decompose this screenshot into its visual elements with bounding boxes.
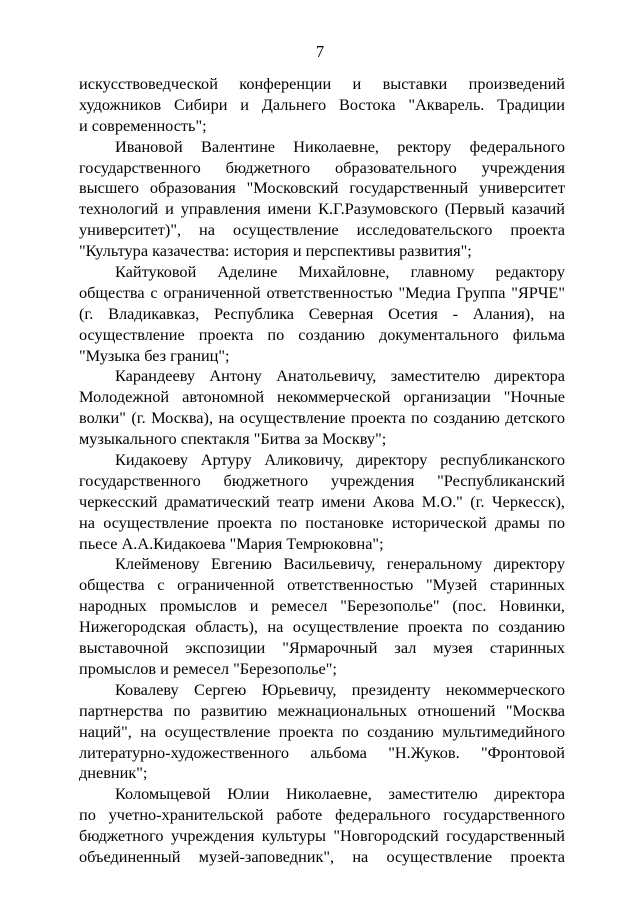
text-line: Ивановой Валентине Николаевне, ректору федерального [115,136,565,156]
document-body [79,74,565,868]
text-line: пьесе А.А.Кидакоева "Мария Темрюковна"; [79,533,384,553]
text-line: и современность"; [79,115,207,135]
text-line: Нижегородская область), на осуществление проекта по созданию [79,617,565,637]
text-line: государственного бюджетного образовательного учреждения [79,157,565,177]
text-line: черкесский драматический театр имени Акова М.О." (г. Черкесск), [79,491,565,511]
text-line: Ковалеву Сергею Юрьевичу, президенту некоммерческого [115,679,565,699]
text-line: Коломыцевой Юлии Николаевне, заместителю директора [115,784,565,804]
text-line: объединенный музей-заповедник", на осуществление проекта [79,846,565,866]
text-line: Молодежной автономной некоммерческой организации "Ночные [79,387,565,407]
paragraph [79,784,565,868]
paragraph [79,262,565,366]
text-line: технологий и управления имени К.Г.Разумовского (Первый казачий [79,199,565,219]
page-number: 7 [315,42,325,61]
paragraph [79,137,565,262]
text-line: на осуществление проекта по постановке исторической драмы по [79,512,565,532]
text-line: высшего образования "Московский государственный университет [79,178,565,198]
text-line: Кайтуковой Аделине Михайловне, главному редактору [115,262,565,282]
text-line: Клейменову Евгению Васильевичу, генеральному директору [115,554,565,574]
text-line: промыслов и ремесел "Березополье"; [79,658,337,678]
paragraph [79,366,565,450]
text-line: дневник"; [79,763,148,783]
text-line: университет)", на осуществление исследовательского проекта [79,220,565,240]
text-line: государственного бюджетного учреждения "Республиканский [79,470,565,490]
text-line: Кидакоеву Артуру Аликовичу, директору республиканского [115,450,565,470]
text-line: бюджетного учреждения культуры "Новгородский государственный [79,826,565,846]
text-line: художников Сибири и Дальнего Востока "Акварель. Традиции [79,94,565,114]
text-line: волки" (г. Москва), на осуществление проекта по созданию детского [79,408,565,428]
text-line: по учетно-хранительской работе федерального государственного [79,805,565,825]
text-line: искусствоведческой конференции и выставки произведений [79,74,565,93]
text-line: осуществление проекта по созданию документального фильма [79,324,565,344]
paragraph [79,554,565,679]
text-line: наций", на осуществление проекта по созданию мультимедийного [79,721,565,741]
text-line: выставочной экспозиции "Ярмарочный зал музея старинных [79,638,565,658]
text-line: "Культура казачества: история и перспективы развития"; [79,241,472,261]
text-line: общества с ограниченной ответственностью "Медиа Группа "ЯРЧЕ" [79,282,565,302]
text-line: Карандееву Антону Анатольевичу, заместителю директора [115,366,565,386]
paragraph [79,74,565,137]
text-line: литературно-художественного альбома "Н.Жуков. "Фронтовой [79,742,565,762]
text-line: музыкального спектакля "Битва за Москву"; [79,429,387,449]
text-line: народных промыслов и ремесел "Березополье" (пос. Новинки, [79,596,565,616]
text-line: партнерства по развитию межнациональных отношений "Москва [79,700,565,720]
text-line: "Музыка без границ"; [79,345,230,365]
paragraph [79,680,565,784]
paragraph [79,450,565,554]
text-line: (г. Владикавказ, Республика Северная Осетия - Алания), на [79,303,565,323]
text-line: общества с ограниченной ответственностью "Музей старинных [79,575,565,595]
